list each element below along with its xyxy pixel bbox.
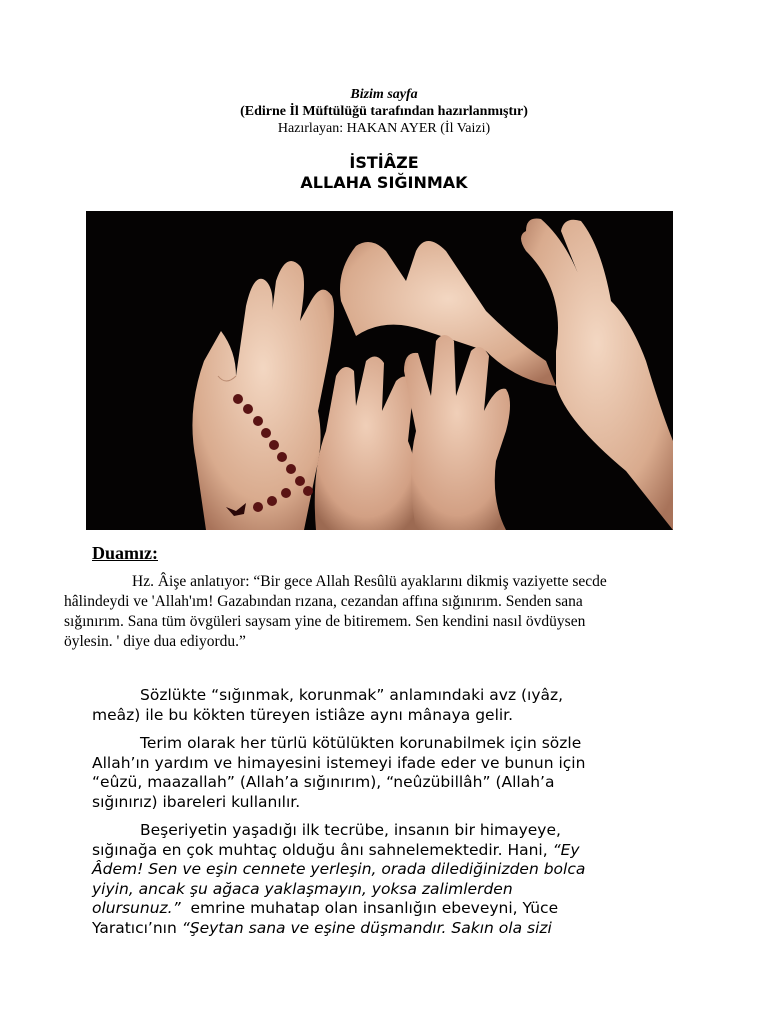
paragraph-line <box>92 899 672 919</box>
quote-line: hâlindeydi ve 'Allah'ım! Gazabından rızana, cezandan affına sığınırım. Senden sana <box>64 593 583 610</box>
quote-line: Hz. Âişe anlatıyor: “Bir gece Allah Resûlü ayaklarını dikmiş vaziyette secde <box>132 573 607 590</box>
paragraph-line: sığınırız) ibareleri kullanılır. <box>92 792 301 811</box>
text-run: Yaratıcı’nın <box>92 918 182 937</box>
header-line-1: Bizim sayfa <box>350 87 418 102</box>
italic-quote: Âdem! Sen ve eşin cennete yerleşin, orada dilediğinizden bolca <box>92 860 586 878</box>
title-line-2: ALLAHA SIĞINMAK <box>300 173 468 192</box>
quote-line: sığınırım. Sana tüm övgüleri saysam yine de bitiremem. Sen kendini nasıl övdüysen <box>64 613 586 630</box>
paragraph-1 <box>92 686 672 725</box>
quote-line: öylesin. ' diye dua ediyordu.” <box>64 633 246 650</box>
duamiz-quote <box>64 572 704 652</box>
italic-quote: “Şeytan sana ve eşine düşmandır. Sakın ola sizi <box>181 918 552 937</box>
text-run: sığınağa en çok muhtaç olduğu ânı sahnelemektedir. Hani, <box>92 840 553 859</box>
paragraph-line <box>92 919 672 939</box>
italic-quote: olursunuz.” <box>92 899 181 917</box>
italic-quote: yiyin, ancak şu ağaca yaklaşmayın, yoksa zalimlerden <box>92 879 513 898</box>
header-line-3: Hazırlayan: HAKAN AYER (İl Vaizi) <box>277 121 491 136</box>
header-line-2: (Edirne İl Müftülüğü tarafından hazırlanmıştır) <box>240 104 528 119</box>
title-line-1: İSTİÂZE <box>349 153 419 172</box>
paragraph-line: Beşeriyetin yaşadığı ilk tecrübe, insanın bir himayeye, <box>140 821 561 839</box>
paragraph-line <box>92 860 672 880</box>
paragraph-line: Sözlükte “sığınmak, korunmak” anlamındaki avz (ıyâz, <box>140 686 564 704</box>
paragraph-line <box>92 841 672 861</box>
paragraph-line: Allah’ın yardım ve himayesini istemeyi ifade eder ve bunun için <box>92 753 586 772</box>
text-run: emrine muhatap olan insanlığın ebeveyni, Yüce <box>180 899 559 917</box>
paragraph-line <box>92 880 672 900</box>
duamiz-heading: Duamız: <box>92 543 158 563</box>
praying-hands-image <box>86 211 673 530</box>
paragraph-line: Terim olarak her türlü kötülükten korunabilmek için sözle <box>140 734 582 752</box>
italic-quote: “Ey <box>552 840 580 859</box>
paragraph-line: meâz) ile bu kökten türeyen istiâze aynı mânaya gelir. <box>92 705 514 724</box>
paragraph-line: “eûzü, maazallah” (Allah’a sığınırım), “neûzübillâh” (Allah’a <box>92 773 555 791</box>
praying-hands-illustration <box>86 211 673 530</box>
paragraph-3 <box>92 821 672 938</box>
paragraph-2 <box>92 734 672 812</box>
